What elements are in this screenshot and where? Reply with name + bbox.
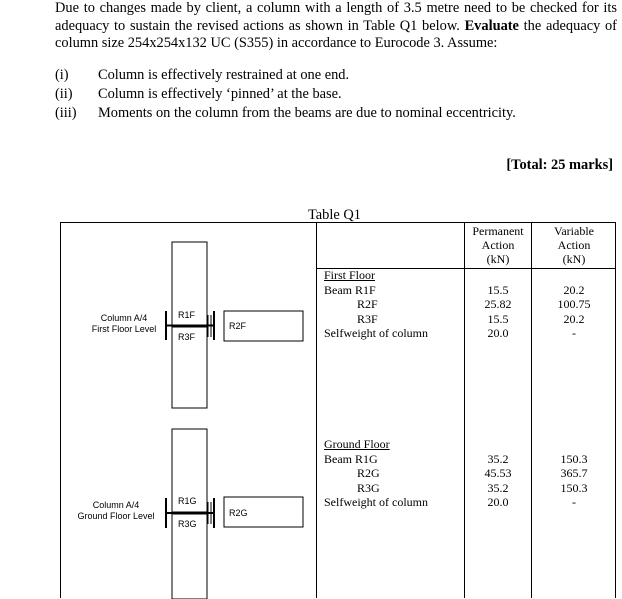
cell-value: 150.3 — [560, 480, 588, 495]
r1f-label: R1F — [178, 310, 196, 320]
cell-value: 20.2 — [563, 311, 585, 326]
intro-text-1: Due to changes made by client, a column with a length of 3.5 metre need to be checked for its adequacy to sustain the revised actions as shown in Table Q1 below. — [55, 0, 617, 34]
ground-floor-column-label: Column A/4 — [92, 500, 140, 510]
cell-value: 100.75 — [557, 297, 591, 311]
table-divider-diagram — [316, 223, 317, 598]
total-marks: [Total: 25 marks] — [506, 157, 613, 173]
ground-floor-level-label: Ground Floor Level — [77, 511, 155, 521]
row-label: R3F — [357, 311, 378, 326]
table-divider-actions — [531, 223, 532, 598]
ground-floor-permanent — [465, 452, 531, 510]
table-q1 — [60, 222, 616, 598]
r3g-label: R3G — [178, 519, 197, 529]
ground-floor-heading: Ground Floor — [324, 437, 390, 451]
row-label: Selfweight of column — [324, 495, 428, 509]
row-label: R3G — [357, 480, 380, 495]
assumption-text: Column is effectively restrained at one end. — [98, 67, 350, 83]
cell-value: - — [572, 495, 576, 509]
r1g-label: R1G — [178, 496, 197, 506]
cell-value: 20.0 — [487, 495, 509, 509]
first-floor-level-label: First Floor Level — [91, 324, 157, 334]
assumption-number: (ii) — [55, 86, 73, 102]
row-label: Beam R1G — [324, 451, 378, 466]
r2g-label: R2G — [229, 508, 248, 518]
first-floor-permanent — [465, 283, 531, 341]
ground-floor-diagram — [77, 429, 303, 599]
table-divider-labels — [464, 223, 465, 598]
first-floor-variable — [532, 283, 616, 341]
cell-value: 20.0 — [487, 326, 509, 340]
r3f-label: R3F — [178, 332, 196, 342]
cell-value: 25.82 — [484, 297, 512, 311]
first-floor-heading: First Floor — [324, 268, 376, 282]
column-beam-diagram — [61, 223, 316, 599]
ground-floor-variable — [532, 452, 616, 510]
table-title: Table Q1 — [308, 207, 361, 223]
header-variable-action: Variable Action (kN) — [554, 224, 594, 266]
intro-text-2: the adequacy of column size 254x254x132 UC (S355) in accordance to Eurocode 3. Assume: — [55, 17, 617, 51]
row-label: R2F — [357, 297, 378, 311]
cell-value: 35.2 — [487, 451, 509, 466]
first-floor-diagram — [92, 242, 303, 408]
row-label: R2G — [357, 466, 380, 480]
cell-value: 15.5 — [487, 311, 509, 326]
cell-value: - — [572, 326, 576, 340]
first-floor-labels — [324, 268, 464, 341]
assumption-number: (iii) — [55, 105, 77, 121]
cell-value: 150.3 — [560, 451, 588, 466]
row-label: Beam R1F — [324, 282, 376, 297]
cell-value: 20.2 — [563, 282, 585, 297]
cell-value: 35.2 — [487, 480, 509, 495]
assumption-text: Column is effectively ‘pinned’ at the base. — [98, 86, 342, 102]
assumption-text: Moments on the column from the beams are due to nominal eccentricity. — [98, 105, 516, 121]
header-permanent-action: Permanent Action (kN) — [472, 224, 524, 266]
cell-value: 365.7 — [560, 466, 588, 480]
row-label: Selfweight of column — [324, 326, 428, 340]
intro-bold-verb: Evaluate — [464, 17, 519, 34]
assumption-number: (i) — [55, 67, 69, 83]
r2f-label: R2F — [229, 321, 247, 331]
first-floor-column-label: Column A/4 — [100, 313, 148, 323]
question-paragraph — [55, 0, 617, 53]
ground-floor-labels — [324, 437, 464, 510]
cell-value: 45.53 — [484, 466, 512, 480]
cell-value: 15.5 — [487, 282, 509, 297]
